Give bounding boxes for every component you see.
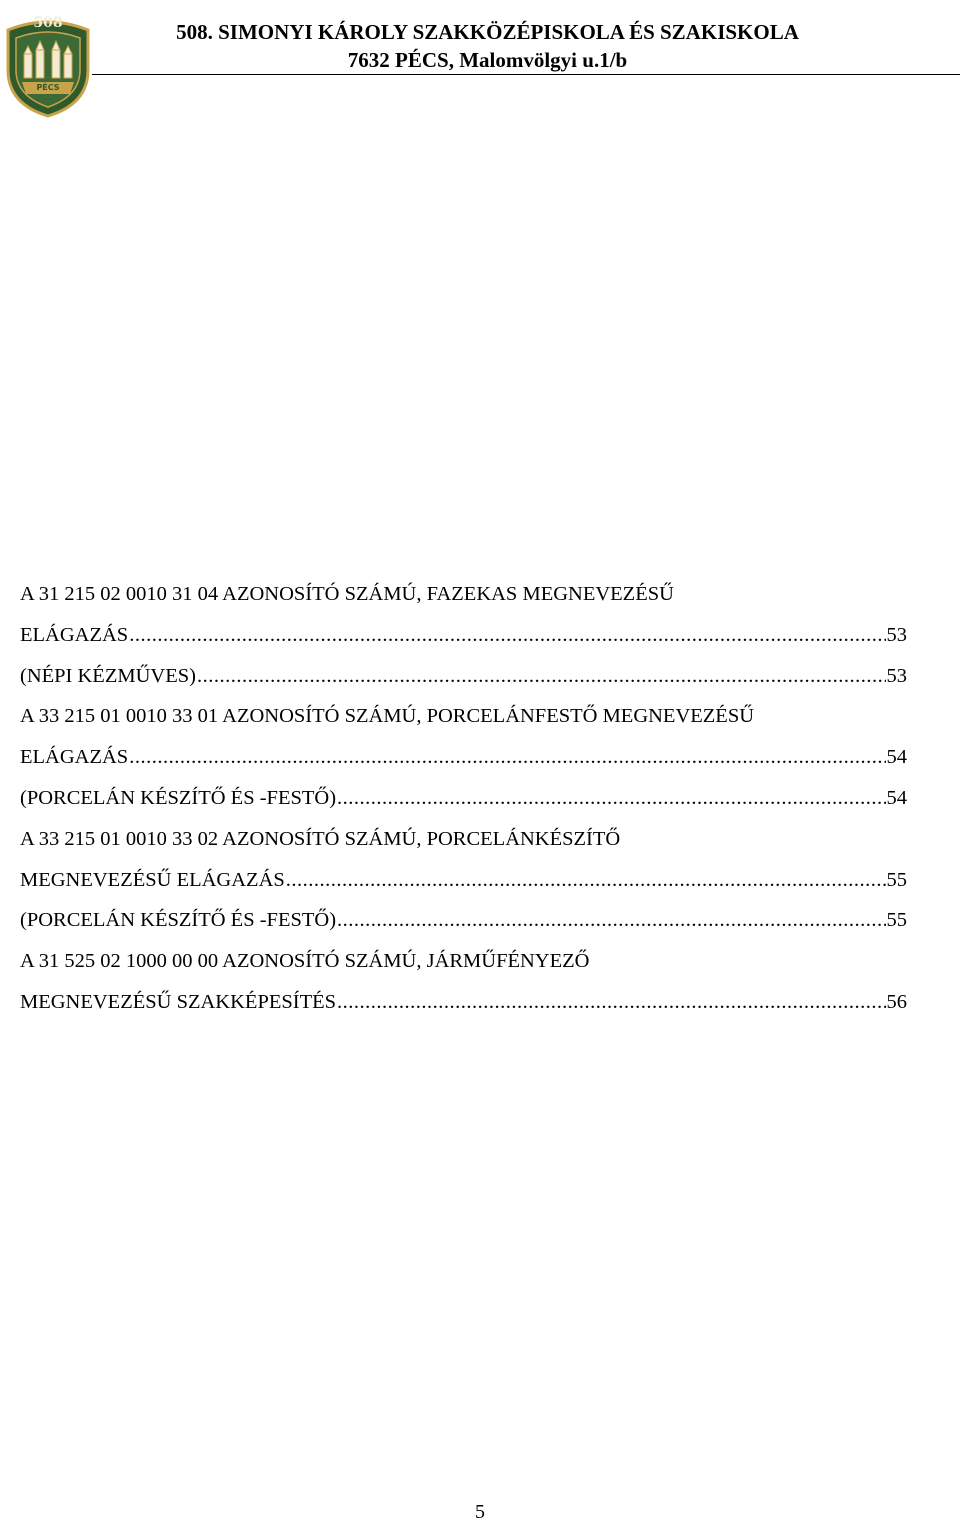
toc-entry[interactable] (20, 860, 907, 901)
page-header (0, 0, 960, 120)
toc-entry-title: A 33 215 01 0010 33 01 AZONOSÍTÓ SZÁMÚ, PORCELÁNFESTŐ MEGNEVEZÉSŰ (20, 705, 755, 728)
toc-entry[interactable] (20, 982, 907, 1023)
toc-leader (286, 860, 886, 901)
toc-page-number: 53 (886, 623, 907, 646)
toc-entry[interactable] (20, 778, 907, 819)
school-name: 508. SIMONYI KÁROLY SZAKKÖZÉPISKOLA ÉS SZAKISKOLA (176, 20, 799, 44)
toc-page-number: 55 (886, 909, 907, 932)
toc-entry[interactable] (20, 900, 907, 941)
table-of-contents (20, 574, 907, 1023)
toc-entry[interactable] (20, 574, 907, 615)
toc-entry-title: A 31 525 02 1000 00 00 AZONOSÍTÓ SZÁMÚ, JÁRMŰFÉNYEZŐ (20, 950, 590, 973)
page-number: 5 (475, 1501, 485, 1523)
toc-leader (197, 656, 886, 697)
toc-entry[interactable] (20, 615, 907, 656)
toc-entry[interactable] (20, 696, 907, 737)
toc-entry-title: (NÉPI KÉZMŰVES) (20, 664, 196, 687)
toc-entry-title: A 31 215 02 0010 31 04 AZONOSÍTÓ SZÁMÚ, FAZEKAS MEGNEVEZÉSŰ (20, 583, 674, 605)
toc-leader (129, 737, 885, 778)
toc-entry-title: MEGNEVEZÉSŰ SZAKKÉPESÍTÉS (20, 990, 337, 1013)
toc-entry[interactable] (20, 941, 907, 982)
toc-entry-title: MEGNEVEZÉSŰ ELÁGAZÁS (20, 868, 285, 891)
logo-number: 508 (33, 15, 63, 31)
toc-entry-title: ELÁGAZÁS (20, 746, 129, 769)
header-divider (92, 74, 960, 75)
toc-entry[interactable] (20, 737, 907, 778)
toc-leader (337, 900, 885, 941)
toc-page-number: 55 (886, 868, 907, 891)
toc-page-number: 54 (886, 786, 907, 809)
toc-page-number: 54 (886, 746, 907, 769)
school-address: 7632 PÉCS, Malomvölgyi u.1/b (347, 48, 628, 72)
toc-page-number: 53 (886, 664, 907, 687)
toc-entry[interactable] (20, 656, 907, 697)
toc-page-number: 56 (886, 990, 907, 1013)
toc-entry-title: (PORCELÁN KÉSZÍTŐ ÉS -FESTŐ) (20, 909, 337, 932)
toc-leader (337, 778, 885, 819)
logo-city: PÉCS (36, 83, 60, 92)
school-logo (2, 8, 94, 120)
toc-entry-title: A 33 215 01 0010 33 02 AZONOSÍTÓ SZÁMÚ, PORCELÁNKÉSZÍTŐ (20, 827, 621, 850)
toc-entry-title: (PORCELÁN KÉSZÍTŐ ÉS -FESTŐ) (20, 786, 337, 809)
toc-entry[interactable] (20, 819, 907, 860)
toc-leader (337, 982, 885, 1023)
toc-entry-title: ELÁGAZÁS (20, 623, 129, 646)
toc-leader (129, 615, 885, 656)
